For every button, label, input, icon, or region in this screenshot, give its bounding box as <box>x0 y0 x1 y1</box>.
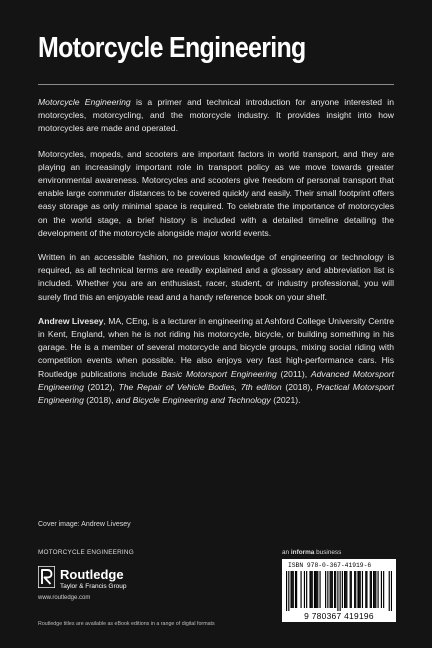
book-repair-vehicle-bodies: The Repair of Vehicle Bodies, 7th edition <box>118 381 282 392</box>
barcode-bar <box>296 571 297 608</box>
barcode-bar <box>316 571 317 608</box>
barcode-bar <box>357 571 358 608</box>
barcode-icon <box>286 571 392 611</box>
barcode-bar <box>373 571 374 608</box>
barcode-bar <box>317 571 318 608</box>
author-bio: Andrew Livesey, MA, CEng, is a lecturer in engineering at Ashford College University Centre in Kent, England, when he is not riding his motorcycle, bicycle, or building something in his garage. He is a member of several motorcycle and bicycle groups, mixing social riding with competition events when possible. He also enjoys very fast high-performance cars. His Routledge publications include Basic Motorsport Engineering (2011), Advanced Motorsport Engineering (2012), The Repair of Vehicle Bodies, 7th edition (2018), Practical Motorsport Engineering (2018), and Bicycle Engineering and Technology (2021). <box>38 315 395 406</box>
informa-business-line: an informa business <box>282 549 342 556</box>
barcode-bar <box>375 571 376 608</box>
barcode-bar <box>306 571 307 608</box>
barcode-bar <box>315 571 316 608</box>
barcode-bar <box>286 571 287 611</box>
barcode-bar <box>355 571 356 608</box>
blurb-p1-text: is a primer and technical introduction for anyone interested in motorcycles, motorcycling, and the motorcycle industry. It provides insight into how motorcycles are made and operated. <box>38 97 394 134</box>
barcode-bar <box>374 571 375 608</box>
barcode-bar <box>366 571 367 608</box>
book-advanced-motorsport: Advanced Motorsport Engineering <box>38 368 395 392</box>
ebook-availability-note: Routledge titles are available as eBook editions in a range of digital formats <box>38 621 215 627</box>
barcode-digits: 9 780367 419196 <box>304 611 374 621</box>
routledge-logo <box>38 566 178 606</box>
barcode-bar <box>293 571 294 608</box>
publisher-url[interactable]: www.routledge.com <box>38 595 91 601</box>
barcode-bar <box>288 571 289 611</box>
barcode-bar <box>354 571 355 608</box>
isbn-label: ISBN 978-0-367-41919-6 <box>288 562 372 569</box>
book-bicycle-engineering: and Bicycle Engineering and Technology <box>115 395 271 406</box>
barcode-bar <box>340 571 341 611</box>
title-rule <box>38 84 394 85</box>
book-basic-motorsport: Basic Motorsport Engineering <box>161 368 277 379</box>
blurb-paragraph-2: Motorcycles, mopeds, and scooters are important factors in world transport, and they are playing an increasingly important role in transport policy as we move towards greater environmental awareness. Motorcycles and scooters give freedom of personal transport that enable large commuter distances to be covered quickly and easily. Their small footprint offers easy storage as only minimal space is required. To celebrate the importance of motorcycles on the world stage, a brief history is included with a detailed timeline detailing the development of the motorcycle alongside major world events. <box>38 148 394 238</box>
blurb-paragraph-3: Written in an accessible fashion, no previous knowledge of engineering or technology is required, as all technical terms are readily explained and a glossary and abbreviation list is included. Whether you are an enthusiast, racer, student, or industry professional, you will surely find this an enjoyable read and a handy reference book on your shelf. <box>38 252 394 302</box>
barcode-bar <box>335 571 336 608</box>
barcode-bar <box>371 571 372 608</box>
barcode-bar <box>304 571 305 608</box>
barcode-bar <box>301 571 302 608</box>
barcode-bar <box>389 571 390 611</box>
barcode-bar <box>311 571 312 608</box>
barcode-bar <box>327 571 328 608</box>
barcode-bar <box>319 571 320 608</box>
barcode-bar <box>309 571 310 608</box>
barcode-bar <box>383 571 384 608</box>
barcode-bar <box>290 571 291 608</box>
cover-image-credit: Cover image: Andrew Livesey <box>38 521 131 528</box>
barcode-bar <box>332 571 333 608</box>
barcode-bar <box>359 571 360 608</box>
barcode-panel <box>282 559 396 622</box>
barcode-bar <box>351 571 352 608</box>
barcode-bar <box>331 571 332 608</box>
barcode-bar <box>377 571 378 608</box>
barcode-bar <box>344 571 345 608</box>
book-practical-motorsport: Practical Motorsport Engineering <box>38 381 395 406</box>
barcode-bar <box>325 571 326 608</box>
barcode-bar <box>330 571 331 608</box>
barcode-bar <box>350 571 351 608</box>
blurb <box>38 96 394 418</box>
barcode-bar <box>360 571 361 608</box>
barcode-bar <box>391 571 392 611</box>
blurb-title-italic: Motorcycle Engineering <box>38 97 131 107</box>
book-title: Motorcycle Engineering <box>38 32 306 64</box>
barcode-bar <box>370 571 371 608</box>
barcode-bar <box>312 571 313 608</box>
barcode-bar <box>342 571 343 608</box>
subject-category: MOTORCYCLE ENGINEERING <box>38 549 134 556</box>
publisher-group: Taylor & Francis Group <box>60 583 127 590</box>
barcode-bar <box>346 571 347 608</box>
barcode-bar <box>381 571 382 608</box>
routledge-r-icon <box>38 566 55 588</box>
barcode-bar <box>295 571 296 608</box>
blurb-paragraph-1 <box>38 96 394 136</box>
barcode-bar <box>314 571 315 608</box>
barcode-bar <box>334 571 335 608</box>
publisher-name: Routledge <box>60 567 124 582</box>
barcode-bar <box>345 571 346 608</box>
barcode-bar <box>337 571 338 611</box>
author-name: Andrew Livesey <box>38 315 104 326</box>
barcode-bar <box>365 571 366 608</box>
informa-brand: informa <box>290 549 315 556</box>
barcode-bar <box>292 571 293 608</box>
barcode-bar <box>362 571 363 608</box>
